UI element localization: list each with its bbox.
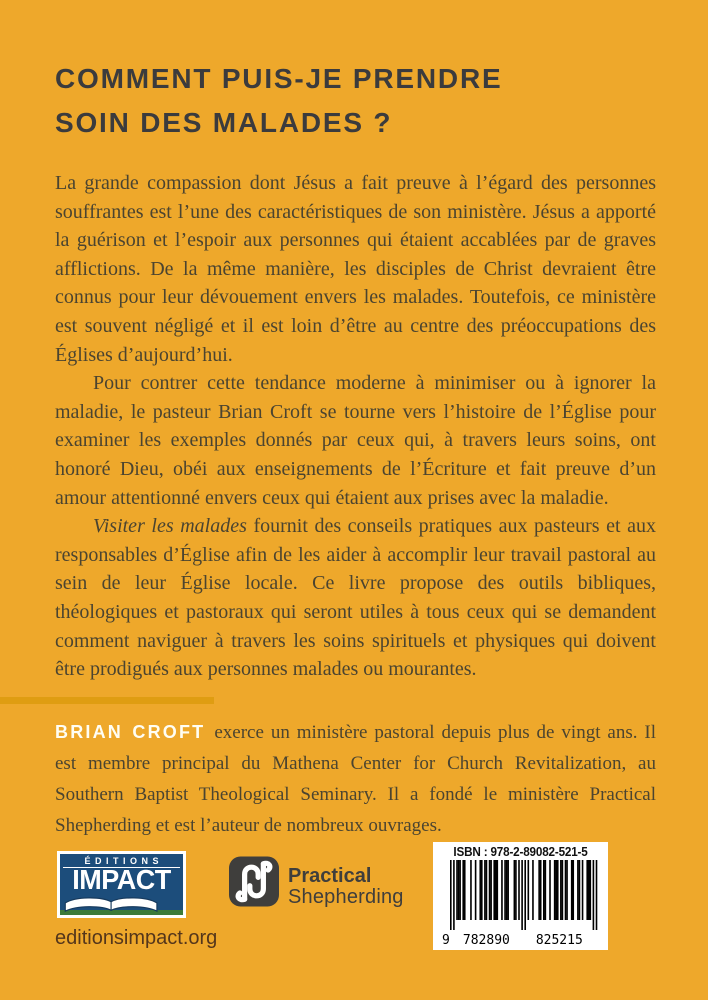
title-line-1: COMMENT PUIS-JE PRENDRE — [55, 63, 503, 94]
isbn-label: ISBN : 978-2-89082-521-5 — [453, 844, 588, 859]
practical-shepherding-logo — [229, 855, 404, 908]
synopsis-paragraph-3-text: fournit des conseils pratiques aux pasteurs et aux responsables d’Église afin de les aider à accomplir leur travail pastoral au sein de leur Église locale. Ce livre propose des outils bibliques, théologiques et pastoraux qui seront utiles à tous ceux qui se demandent comment naviguer à travers les soins spirituels et physiques qui doivent être prodigués aux personnes malades ou mourantes. — [55, 515, 656, 681]
svg-text:9: 9 — [441, 933, 450, 946]
page-title — [55, 57, 675, 145]
synopsis-paragraph-3 — [55, 512, 656, 684]
author-bio-text: exerce un ministère pastoral depuis plus de vingt ans. Il est membre principal du Mathena Center for Church Revitalization, au Southern Baptist Theological Seminary. Il a fondé le ministère Practical Shepherding et est l’auteur de nombreux ouvrages. — [55, 722, 656, 836]
svg-text:782890: 782890 — [462, 933, 510, 946]
book-title-italic: Visiter les malades — [93, 515, 247, 538]
synopsis-paragraph-2: Pour contrer cette tendance moderne à minimiser ou à ignorer la maladie, le pasteur Brian Croft se tourne vers l’histoire de l’Église pour examiner les exemples donnés par ceux qui, à travers leurs soins, ont honoré Dieu, obéi aux enseignements de l’Écriture et fait preuve d’un amour attentionné envers ceux qui étaient aux prises avec la maladie. — [55, 372, 656, 509]
section-divider — [0, 697, 214, 704]
editions-impact-logo — [57, 851, 186, 918]
impact-wordmark: IMPACT — [72, 864, 171, 896]
synopsis-paragraph-1: La grande compassion dont Jésus a fait preuve à l’égard des personnes souffrantes est l’une des caractéristiques de son ministère. Jésus a apporté la guérison et l’espoir aux personnes qui étaient accablées par de graves afflictions. De la même manière, les disciples de Christ devraient être connus pour leur dévouement envers les malades. Toutefois, ce ministère est souvent négligé et il est loin d’être au centre des préoccupations des Églises d’aujourd’hui. — [55, 172, 656, 366]
practical-label: Practical — [288, 865, 372, 887]
author-bio — [55, 717, 656, 841]
publisher-website: editionsimpact.org — [55, 927, 218, 949]
isbn-barcode — [433, 842, 608, 950]
shepherd-crook-icon — [229, 855, 279, 908]
practical-shepherding-wordmark — [288, 866, 404, 908]
synopsis — [55, 169, 656, 684]
open-book-icon — [62, 896, 160, 914]
ean13-barcode-bars — [441, 860, 601, 946]
author-name: BRIAN CROFT — [55, 722, 206, 742]
editions-label: ÉDITIONS — [84, 856, 163, 866]
shepherding-label: Shepherding — [288, 886, 404, 908]
title-line-2: SOIN DES MALADES ? — [55, 107, 393, 138]
svg-text:825215: 825215 — [535, 933, 583, 946]
